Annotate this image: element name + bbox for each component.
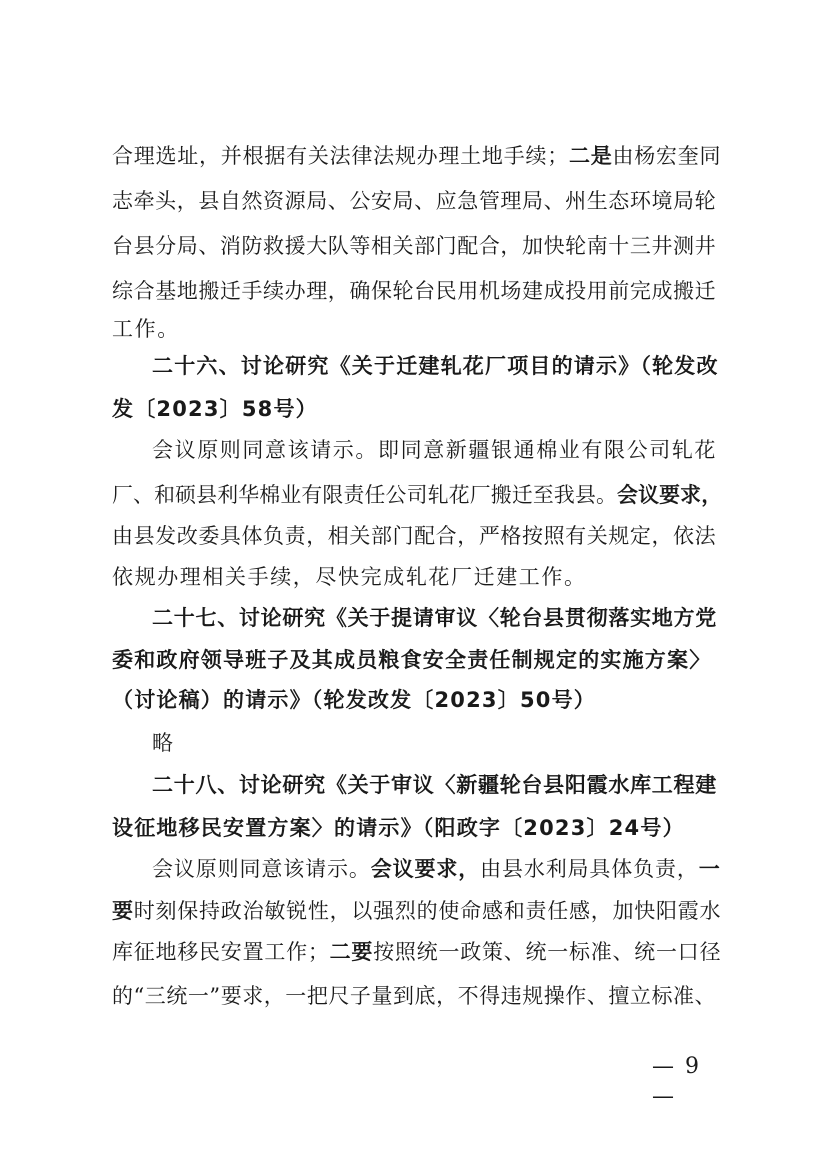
body-line [112,475,722,515]
text-run: 按照统一政策、统一标准、统一口径 [373,940,722,964]
emphasis-text: 要 [112,899,134,923]
text-run: 时刻保持政治敏锐性，以强烈的使命感和责任感，加快阳霞水 [133,899,722,923]
body-line: 志牵头，县自然资源局、公安局、应急管理局、州生态环境局轮 [112,189,717,213]
text-run: 由杨宏奎同 [612,144,722,168]
section-heading: 二十七、讨论研究《关于提请审议〈轮台县贯彻落实地方党 [152,606,717,630]
section-heading: 委和政府领导班子及其成员粮食安全责任制规定的实施方案〉 [112,648,712,672]
body-line: 综合基地搬迁手续办理，确保轮台民用机场建成投用前完成搬迁 [112,279,717,303]
emphasis-text: 会议要求， [370,857,481,881]
section-heading: 二十八、讨论研究《关于审议〈新疆轮台县阳霞水库工程建 [152,773,717,797]
section-heading: 发〔2023〕58号） [112,397,318,421]
body-line: 由县发改委具体负责，相关部门配合，严格按照有关规定，依法 [112,524,717,548]
emphasis-text: 二是 [568,144,613,168]
body-line [152,849,722,889]
body-line: 略 [152,731,175,755]
body-line: 的“三统一”要求，一把尺子量到底，不得违规操作、擅立标准、 [112,984,717,1008]
emphasis-text: 会议要求， [617,483,723,507]
section-heading: （讨论稿）的请示》（轮发改发〔2023〕50号） [112,688,596,712]
text-run: 库征地移民安置工作； [112,940,330,964]
text-run: 合理选址，并根据有关法律法规办理土地手续； [112,144,569,168]
section-heading: 二十六、讨论研究《关于迁建轧花厂项目的请示》（轮发改 [152,354,719,378]
section-heading: 设征地移民安置方案〉的请示》（阳政字〔2023〕24号） [112,816,685,840]
text-run: 由县水利局具体负责， [480,857,699,881]
text-run: 会议原则同意该请示。 [152,857,371,881]
body-line: 工作。 [112,317,180,341]
body-line [112,136,722,176]
emphasis-text: 二要 [329,940,374,964]
body-line: 依规办理相关手续，尽快完成轧花厂迁建工作。 [112,565,587,589]
emphasis-text: 一 [698,857,721,881]
body-line: 会议原则同意该请示。即同意新疆银通棉业有限公司轧花 [152,438,717,462]
body-line [112,891,722,931]
body-line [112,932,722,972]
body-line: 台县分局、消防救援大队等相关部门配合，加快轮南十三井测井 [112,234,717,258]
text-run: 厂、和硕县利华棉业有限责任公司轧花厂搬迁至我县。 [112,483,618,507]
page-number: — 9 — [652,1054,701,1109]
